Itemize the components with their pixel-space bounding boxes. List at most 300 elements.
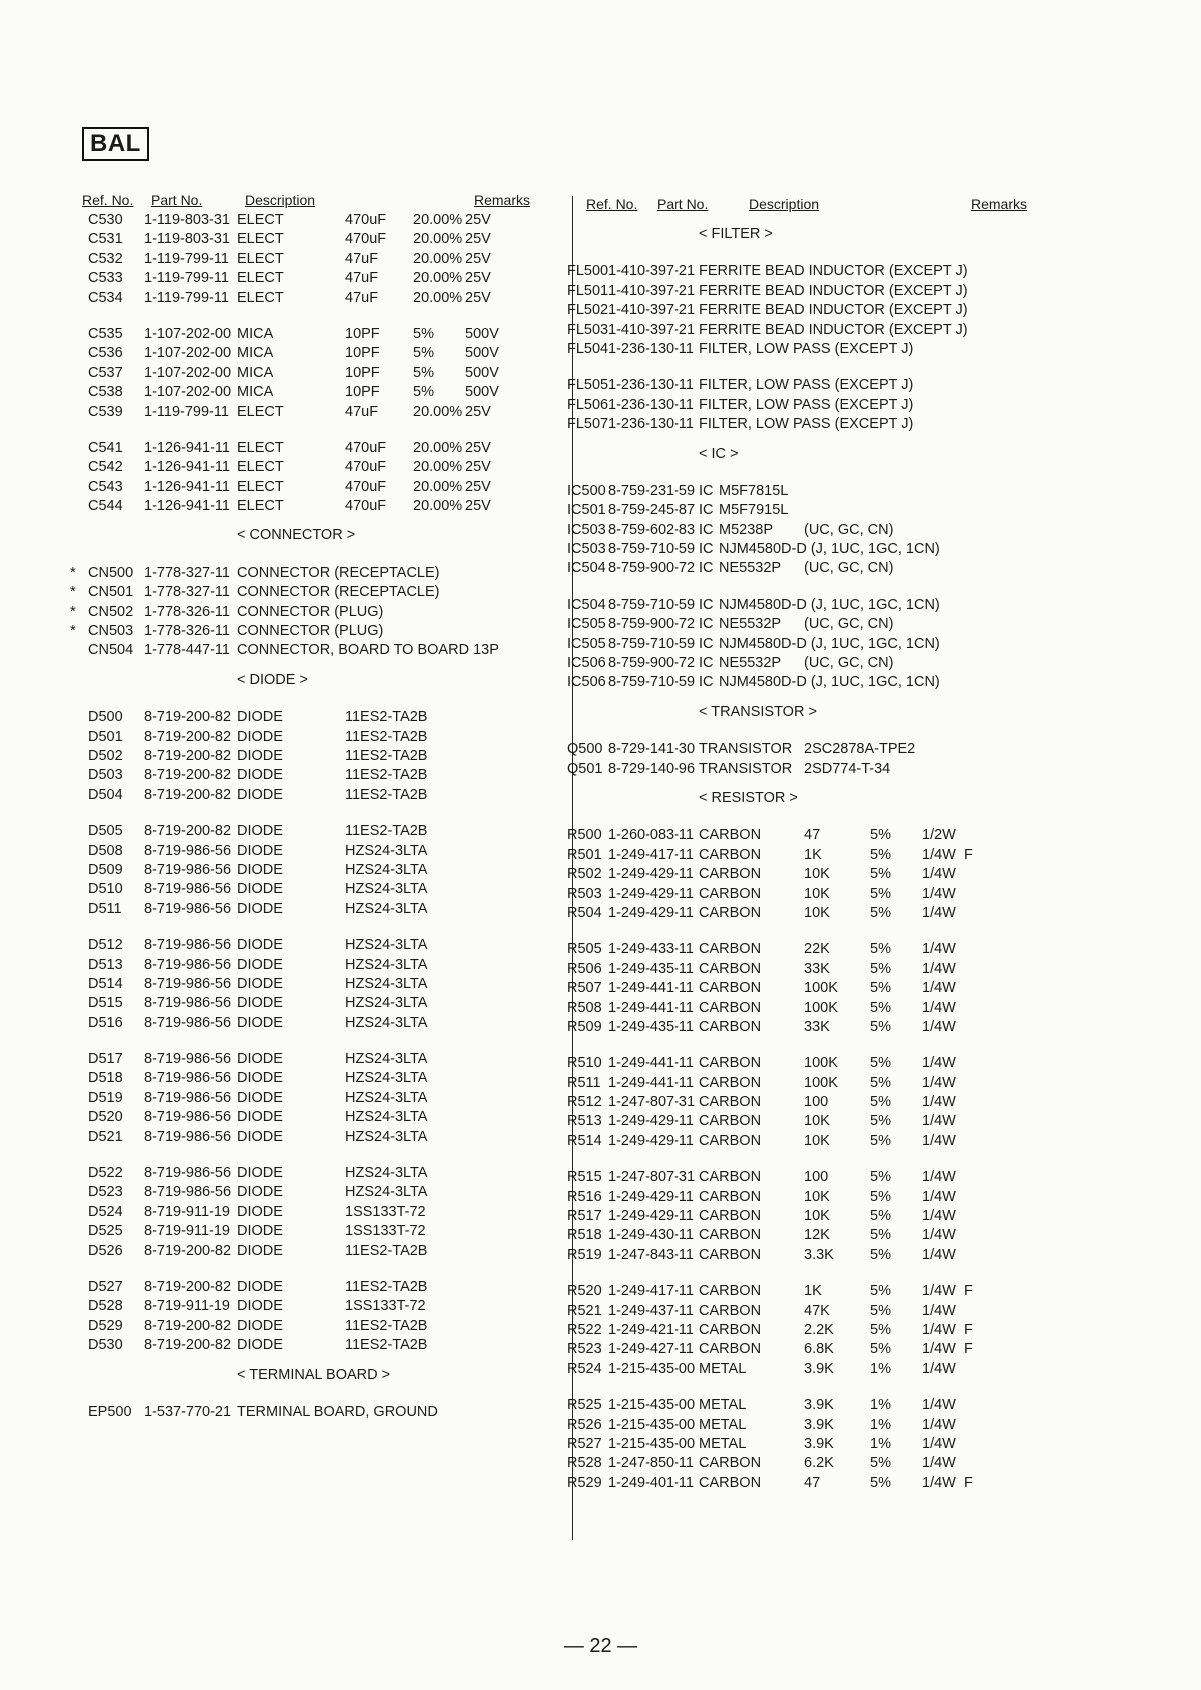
part-no: 1-119-799-11 <box>144 270 229 287</box>
description: IC <box>699 616 714 633</box>
value: 100K <box>804 980 838 997</box>
section-label: < IC > <box>699 445 739 462</box>
rating: 1/4W <box>922 866 956 883</box>
part-row <box>567 979 1066 998</box>
group-gap <box>586 1265 1066 1282</box>
ref-no: R529 <box>567 1474 602 1491</box>
header-part: Part No. <box>151 192 203 208</box>
part-row <box>567 1340 1066 1359</box>
tolerance: 5% <box>870 1455 891 1472</box>
section-heading <box>82 671 572 690</box>
ref-no: D514 <box>88 975 123 992</box>
group-gap <box>586 1151 1066 1168</box>
tolerance: 5% <box>870 1341 891 1358</box>
part-no: 1-107-202-00 <box>144 384 232 401</box>
description: CARBON <box>699 1169 762 1186</box>
description: MICA <box>237 364 274 381</box>
ref-no: R511 <box>567 1074 601 1091</box>
part-no: 1-215-435-00 <box>608 1435 696 1452</box>
rating: 1/4W <box>922 960 956 977</box>
ref-no: D511 <box>88 900 122 917</box>
description: FILTER, LOW PASS (EXCEPT J) <box>699 396 914 413</box>
tolerance: 5% <box>413 384 434 401</box>
part-no: 8-719-986-56 <box>144 956 232 973</box>
safety-mark: * <box>70 564 76 581</box>
description: CARBON <box>699 1227 762 1244</box>
part-row <box>82 1108 572 1127</box>
part-no: 1-126-941-11 <box>144 478 230 495</box>
part-row <box>567 1207 1066 1226</box>
section-label: < TERMINAL BOARD > <box>237 1366 391 1383</box>
value: 10PF <box>345 345 380 362</box>
description: DIODE <box>237 861 283 878</box>
description: CARBON <box>699 1208 762 1225</box>
ref-no: D502 <box>88 747 123 764</box>
part-row <box>82 325 572 344</box>
ref-no: R518 <box>567 1227 602 1244</box>
rating: 1/4W <box>922 1208 956 1225</box>
description: DIODE <box>237 1278 283 1295</box>
tolerance: 1% <box>870 1435 891 1452</box>
value: 47 <box>804 1474 821 1491</box>
description: DIODE <box>237 709 283 726</box>
value: 100K <box>804 1055 838 1072</box>
part-no: 1-410-397-21 <box>608 321 696 338</box>
ref-no: R508 <box>567 999 602 1016</box>
value: NE5532P <box>719 655 782 672</box>
value: 11ES2-TA2B <box>345 709 428 726</box>
value: 6.8K <box>804 1341 834 1358</box>
section-heading <box>586 225 1066 244</box>
part-no: 8-719-986-56 <box>144 1184 232 1201</box>
ref-no: IC504 <box>567 596 606 613</box>
part-row <box>82 1317 572 1336</box>
part-row <box>70 603 572 622</box>
part-row <box>82 728 572 747</box>
ref-no: D504 <box>88 786 123 803</box>
description: CARBON <box>699 1302 762 1319</box>
part-no: 8-719-200-82 <box>144 709 232 726</box>
part-no: 1-249-429-11 <box>608 1208 694 1225</box>
part-no: 1-119-803-31 <box>144 231 230 248</box>
part-no: 8-759-245-87 <box>608 502 696 519</box>
part-no: 8-729-140-96 <box>608 760 696 777</box>
description: DIODE <box>237 1165 283 1182</box>
part-no: 1-119-799-11 <box>144 250 229 267</box>
description: IC <box>699 502 714 519</box>
part-no: 8-719-911-19 <box>144 1223 230 1240</box>
rating: 25V <box>465 403 491 420</box>
part-no: 8-719-911-19 <box>144 1203 230 1220</box>
description: TRANSISTOR <box>699 760 793 777</box>
description: CARBON <box>699 885 762 902</box>
description: METAL <box>699 1397 747 1414</box>
part-no: 8-719-986-56 <box>144 1051 232 1068</box>
part-row <box>567 282 1066 301</box>
tolerance: 5% <box>870 827 891 844</box>
part-no: 8-719-911-19 <box>144 1298 230 1315</box>
value: 10K <box>804 1113 830 1130</box>
description: ELECT <box>237 459 284 476</box>
part-row <box>567 885 1066 904</box>
tolerance: 5% <box>870 1208 891 1225</box>
tolerance: 5% <box>870 885 891 902</box>
ref-no: IC503 <box>567 541 606 558</box>
description: DIODE <box>237 956 283 973</box>
section-label: < FILTER > <box>699 226 773 242</box>
part-no: 8-719-200-82 <box>144 786 232 803</box>
value: 3.9K <box>804 1397 834 1414</box>
description: IC <box>699 596 714 613</box>
value: 47uF <box>345 403 379 420</box>
part-row <box>82 1336 572 1355</box>
part-row <box>567 940 1066 959</box>
tolerance: 1% <box>870 1416 891 1433</box>
part-no: 1-249-441-11 <box>608 999 694 1016</box>
value: HZS24-3LTA <box>345 995 428 1012</box>
ref-no: FL502 <box>567 302 609 319</box>
tolerance: 20.00% <box>413 498 463 515</box>
description: DIODE <box>237 767 283 784</box>
description: ELECT <box>237 250 284 267</box>
ref-no: R517 <box>567 1208 602 1225</box>
tolerance: (UC, GC, CN) <box>804 560 894 577</box>
tolerance: 20.00% <box>413 270 463 287</box>
tolerance: 5% <box>870 1074 891 1091</box>
part-row <box>82 1242 572 1261</box>
rating: 25V <box>465 478 491 495</box>
part-no: 8-719-986-56 <box>144 1109 232 1126</box>
ref-no: CN502 <box>88 603 134 620</box>
ref-no: C531 <box>88 231 123 248</box>
tolerance: 5% <box>870 1018 891 1035</box>
rating: 1/4W <box>922 1227 956 1244</box>
part-row <box>82 1222 572 1241</box>
part-row <box>82 900 572 919</box>
ref-no: D515 <box>88 995 123 1012</box>
tolerance: 20.00% <box>413 459 463 476</box>
tolerance: 5% <box>870 1302 891 1319</box>
part-no: 1-247-850-11 <box>608 1455 694 1472</box>
value: HZS24-3LTA <box>345 1014 428 1031</box>
part-row <box>82 1128 572 1147</box>
description: CARBON <box>699 1055 762 1072</box>
ref-no: R516 <box>567 1188 602 1205</box>
value: 11ES2-TA2B <box>345 747 428 764</box>
ref-no: FL506 <box>567 396 609 413</box>
part-row <box>567 1396 1066 1415</box>
section-badge: BAL <box>82 127 149 161</box>
ref-no: D518 <box>88 1070 123 1087</box>
description: DIODE <box>237 823 283 840</box>
part-no: 8-719-200-82 <box>144 1242 232 1259</box>
part-no: 8-729-141-30 <box>608 741 696 758</box>
description: DIODE <box>237 1223 283 1240</box>
description: CARBON <box>699 1341 762 1358</box>
part-no: 8-759-710-59 <box>608 674 696 691</box>
part-row <box>82 842 572 861</box>
ref-no: R522 <box>567 1321 602 1338</box>
part-row <box>82 289 572 308</box>
description: CARBON <box>699 1188 762 1205</box>
tolerance: 5% <box>870 999 891 1016</box>
ref-no: D512 <box>88 937 123 954</box>
rating: 1/4W <box>922 1018 956 1035</box>
description: DIODE <box>237 900 283 917</box>
part-no: 1-249-417-11 <box>608 1283 694 1300</box>
value: 47uF <box>345 270 379 287</box>
ref-no: R519 <box>567 1246 602 1263</box>
part-no: 8-719-986-56 <box>144 1089 232 1106</box>
value: 2.2K <box>804 1321 834 1338</box>
tolerance: 1% <box>870 1360 891 1377</box>
ref-no: D526 <box>88 1242 123 1259</box>
description: CARBON <box>699 980 762 997</box>
description: CARBON <box>699 1321 762 1338</box>
remark-flag: F <box>964 1341 973 1358</box>
part-row <box>82 211 572 230</box>
ref-no: R513 <box>567 1113 602 1130</box>
section-heading <box>82 526 572 545</box>
ref-no: R525 <box>567 1397 602 1414</box>
description: DIODE <box>237 1089 283 1106</box>
value: 10K <box>804 1188 830 1205</box>
rating: 500V <box>465 384 499 401</box>
part-row <box>82 822 572 841</box>
description: FERRITE BEAD INDUCTOR (EXCEPT J) <box>699 302 968 319</box>
ref-no: IC500 <box>567 482 606 499</box>
description: DIODE <box>237 1014 283 1031</box>
description: TERMINAL BOARD, GROUND <box>237 1403 438 1420</box>
part-no: 1-107-202-00 <box>144 325 232 342</box>
description: MICA <box>237 325 274 342</box>
ref-no: C537 <box>88 364 123 381</box>
section-heading <box>586 703 1066 722</box>
group-gap <box>82 1147 572 1164</box>
value: 10K <box>804 1208 830 1225</box>
value: 47 <box>804 827 821 844</box>
part-no: 1-249-429-11 <box>608 1132 694 1149</box>
part-row <box>567 760 1066 779</box>
part-row <box>567 1474 1066 1493</box>
rating: 1/4W <box>922 1169 956 1186</box>
remark-flag: F <box>964 1474 973 1491</box>
right-rows <box>567 225 1066 1493</box>
ref-no: D517 <box>88 1051 123 1068</box>
part-no: 1-778-326-11 <box>144 623 230 640</box>
ref-no: R503 <box>567 885 602 902</box>
value: HZS24-3LTA <box>345 1070 428 1087</box>
part-row <box>82 1183 572 1202</box>
ref-no: FL503 <box>567 321 609 338</box>
part-row <box>567 415 1066 434</box>
value: 10PF <box>345 384 380 401</box>
value: NE5532P <box>719 560 782 577</box>
rating: 1/4W <box>922 980 956 997</box>
part-no: 1-236-130-11 <box>608 377 694 394</box>
ref-no: IC501 <box>567 502 606 519</box>
value: 100K <box>804 999 838 1016</box>
section-heading <box>586 445 1066 464</box>
part-row <box>82 250 572 269</box>
part-no: 1-249-429-11 <box>608 885 694 902</box>
part-row <box>567 635 1066 654</box>
value: M5238P <box>719 521 774 538</box>
part-no: 8-719-200-82 <box>144 1337 232 1354</box>
description: DIODE <box>237 747 283 764</box>
description: METAL <box>699 1416 747 1433</box>
tolerance: 5% <box>870 904 891 921</box>
description: DIODE <box>237 842 283 859</box>
value: 11ES2-TA2B <box>345 1242 428 1259</box>
part-no: 8-759-900-72 <box>608 655 696 672</box>
ref-no: IC504 <box>567 560 606 577</box>
part-no: 8-719-986-56 <box>144 881 232 898</box>
left-parts-column <box>70 192 572 1422</box>
part-no: 1-249-417-11 <box>608 846 694 863</box>
description: CONNECTOR (PLUG) <box>237 603 384 620</box>
rating: 1/4W <box>922 1397 956 1414</box>
value: HZS24-3LTA <box>345 1109 428 1126</box>
group-gap <box>82 919 572 936</box>
remark-flag: F <box>964 1321 973 1338</box>
ref-no: R504 <box>567 904 602 921</box>
ref-no: C533 <box>88 270 123 287</box>
value: 1K <box>804 1283 822 1300</box>
description: METAL <box>699 1435 747 1452</box>
description: DIODE <box>237 881 283 898</box>
description: CARBON <box>699 1455 762 1472</box>
description: CARBON <box>699 827 762 844</box>
tolerance: 5% <box>870 941 891 958</box>
right-parts-column <box>567 196 1066 1493</box>
left-header <box>82 192 572 211</box>
rating: 1/4W <box>922 1416 956 1433</box>
value: HZS24-3LTA <box>345 956 428 973</box>
part-row <box>567 1188 1066 1207</box>
part-no: 1-249-429-11 <box>608 904 694 921</box>
group-gap <box>82 308 572 325</box>
tolerance: 5% <box>870 1113 891 1130</box>
ref-no: D522 <box>88 1165 123 1182</box>
value: 11ES2-TA2B <box>345 1337 428 1354</box>
part-row <box>82 1203 572 1222</box>
ref-no: C543 <box>88 478 123 495</box>
part-row <box>82 1014 572 1033</box>
value: NE5532P <box>719 616 782 633</box>
value: 10K <box>804 866 830 883</box>
part-row <box>82 1089 572 1108</box>
ref-no: C536 <box>88 345 123 362</box>
value: 100K <box>804 1074 838 1091</box>
part-no: 1-215-435-00 <box>608 1416 696 1433</box>
part-no: 8-719-986-56 <box>144 975 232 992</box>
description: ELECT <box>237 478 284 495</box>
section-label: < RESISTOR > <box>699 789 798 806</box>
value: 47uF <box>345 289 379 306</box>
ref-no: R502 <box>567 866 602 883</box>
part-row <box>82 861 572 880</box>
part-row <box>82 497 572 516</box>
part-no: 8-759-900-72 <box>608 616 696 633</box>
description: IC <box>699 674 714 691</box>
tolerance: 20.00% <box>413 439 463 456</box>
part-no: 1-410-397-21 <box>608 263 696 280</box>
description: CARBON <box>699 846 762 863</box>
value: M5F7815L <box>719 482 789 499</box>
description: ELECT <box>237 498 284 515</box>
part-row <box>82 747 572 766</box>
tolerance: 20.00% <box>413 250 463 267</box>
ref-no: C530 <box>88 212 123 228</box>
value: HZS24-3LTA <box>345 861 428 878</box>
description: MICA <box>237 384 274 401</box>
part-no: 1-249-433-11 <box>608 941 694 958</box>
value: 33K <box>804 1018 830 1035</box>
section-heading <box>82 1366 572 1385</box>
value: 10PF <box>345 364 380 381</box>
ref-no: R520 <box>567 1283 602 1300</box>
tolerance: 1% <box>870 1397 891 1414</box>
part-row <box>567 615 1066 634</box>
value: 100 <box>804 1169 829 1186</box>
value: HZS24-3LTA <box>345 1089 428 1106</box>
header-ref: Ref. No. <box>586 196 638 212</box>
ref-no: R505 <box>567 941 602 958</box>
part-row <box>567 1132 1066 1151</box>
part-no: 1-249-437-11 <box>608 1302 694 1319</box>
part-no: 8-719-986-56 <box>144 1070 232 1087</box>
part-row <box>567 673 1066 692</box>
part-row <box>70 564 572 583</box>
rating: 25V <box>465 459 491 476</box>
description: CARBON <box>699 866 762 883</box>
value: HZS24-3LTA <box>345 881 428 898</box>
rating: 1/4W <box>922 1074 956 1091</box>
ref-no: C538 <box>88 384 123 401</box>
value: NJM4580D-D (J, 1UC, 1GC, 1CN) <box>719 674 940 691</box>
rating: 25V <box>465 270 491 287</box>
group-gap <box>586 1037 1066 1054</box>
tolerance: 5% <box>870 1132 891 1149</box>
group-gap <box>586 359 1066 376</box>
value: NJM4580D-D (J, 1UC, 1GC, 1CN) <box>719 635 940 652</box>
rating: 1/4W <box>922 1360 956 1377</box>
value: HZS24-3LTA <box>345 1165 428 1182</box>
rating: 1/4W <box>922 1094 956 1111</box>
description: DIODE <box>237 1051 283 1068</box>
part-row <box>567 999 1066 1018</box>
description: DIODE <box>237 1203 283 1220</box>
ref-no: EP500 <box>88 1403 132 1420</box>
part-no: 8-719-986-56 <box>144 937 232 954</box>
value: NJM4580D-D (J, 1UC, 1GC, 1CN) <box>719 596 940 613</box>
part-row <box>567 396 1066 415</box>
part-no: 8-719-986-56 <box>144 1014 232 1031</box>
tolerance: 5% <box>870 1094 891 1111</box>
tolerance: (UC, GC, CN) <box>804 521 894 538</box>
part-no: 1-236-130-11 <box>608 340 694 357</box>
part-row <box>567 1360 1066 1379</box>
part-no: 8-719-200-82 <box>144 747 232 764</box>
description: CARBON <box>699 1113 762 1130</box>
tolerance: 20.00% <box>413 478 463 495</box>
group-gap <box>586 579 1066 596</box>
part-no: 8-719-986-56 <box>144 995 232 1012</box>
value: 470uF <box>345 212 387 228</box>
part-no: 1-236-130-11 <box>608 416 694 433</box>
value: HZS24-3LTA <box>345 1184 428 1201</box>
